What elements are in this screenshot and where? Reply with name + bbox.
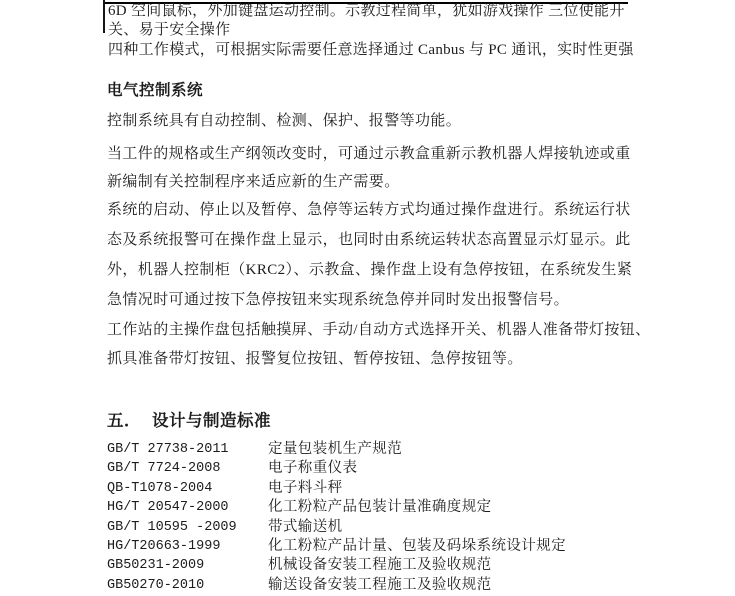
standard-name: 化工粉粒产品计量、包装及码垛系统设计规定 xyxy=(268,538,566,555)
standards-list xyxy=(107,440,566,595)
standard-row xyxy=(107,440,566,459)
paragraph-function: 控制系统具有自动控制、检测、保护、报警等功能。 xyxy=(107,113,462,129)
standard-row xyxy=(107,479,566,498)
standard-row xyxy=(107,556,566,575)
section-title: 设计与制造标准 xyxy=(152,411,271,430)
paragraph-reteach xyxy=(107,140,631,196)
paragraph-operation xyxy=(107,195,632,315)
text-line: 系统的启动、停止以及暂停、急停等运转方式均通过操作盘进行。系统运行状 xyxy=(107,202,631,218)
text-line: 四种工作模式，可根据实际需要任意选择通过 Canbus 与 PC 通讯，实时性更强 xyxy=(108,41,634,58)
table-cell-text xyxy=(108,2,634,60)
standard-row xyxy=(107,537,566,556)
standard-row xyxy=(107,498,566,517)
standard-code: HG/T20663-1999 xyxy=(107,539,221,555)
standard-name: 定量包装机生产规范 xyxy=(268,441,403,457)
section-number: 五． xyxy=(107,411,141,430)
standard-name: 电子料斗秤 xyxy=(268,479,343,496)
standard-code: GB50231-2009 xyxy=(107,558,205,574)
text-line: 态及系统报警可在操作盘上显示，也同时由系统运转状态高置显示灯显示。此 xyxy=(107,232,631,248)
standard-name: 电子称重仪表 xyxy=(268,460,358,477)
standard-code: GB50270-2010 xyxy=(107,577,205,593)
section-heading-electrical: 电气控制系统 xyxy=(107,82,204,99)
standard-name: 机械设备安装工程施工及验收规范 xyxy=(268,557,492,574)
standard-code: HG/T 20547-2000 xyxy=(107,500,229,516)
section-heading-standards xyxy=(107,409,271,433)
table-border-vertical xyxy=(103,0,105,33)
standard-name: 输送设备安装工程施工及验收规范 xyxy=(268,576,492,593)
standard-name: 带式输送机 xyxy=(268,518,343,535)
text-line: 工作站的主操作盘包括触摸屏、手动/自动方式选择开关、机器人准备带灯按钮、 xyxy=(107,322,651,338)
text-line: 急情况时可通过按下急停按钮来实现系统急停并同时发出报警信号。 xyxy=(107,292,570,308)
text-line: 当工件的规格或生产纲领改变时，可通过示教盒重新示教机器人焊接轨迹或重 xyxy=(107,146,631,162)
standard-row xyxy=(107,576,566,595)
standard-code: GB/T 7724-2008 xyxy=(107,461,221,477)
text-line: 外，机器人控制柜（KRC2）、示教盒、操作盘上设有急停按钮，在系统发生紧 xyxy=(107,262,633,278)
standard-code: GB/T 10595 -2009 xyxy=(107,519,237,535)
standard-code: QB-T1078-2004 xyxy=(107,480,213,496)
standard-row xyxy=(107,518,566,537)
text-line: 抓具准备带灯按钮、报警复位按钮、暂停按钮、急停按钮等。 xyxy=(107,351,523,367)
standard-row xyxy=(107,459,566,478)
paragraph-panel xyxy=(107,316,651,374)
standard-code: GB/T 27738-2011 xyxy=(107,442,229,457)
standard-name: 化工粉粒产品包装计量准确度规定 xyxy=(268,499,492,516)
text-line: 新编制有关控制程序来适应新的生产需要。 xyxy=(107,174,400,190)
text-line: 6D 空间鼠标，外加键盘运动控制。示教过程简单，犹如游戏操作 三位使能开 xyxy=(108,3,625,19)
text-line: 关、易于安全操作 xyxy=(108,22,231,39)
